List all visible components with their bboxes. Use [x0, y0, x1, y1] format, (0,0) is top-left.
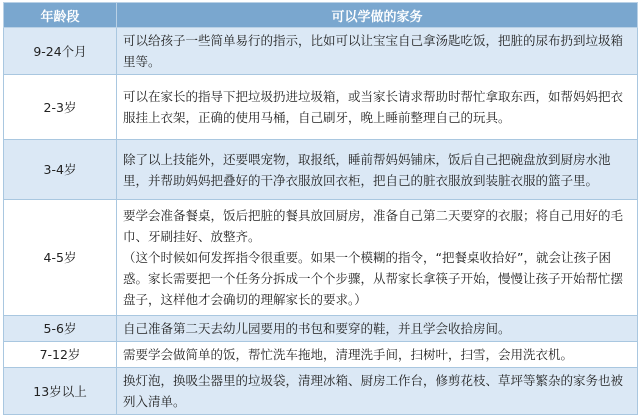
age-cell: 3-4岁 — [4, 140, 117, 200]
table-header — [4, 3, 638, 28]
chores-text: 要学会准备餐桌，饭后把脏的餐具放回厨房，准备自己第二天要穿的衣服；将自己用好的毛巾、牙刷挂好、放整齐。 — [123, 208, 624, 244]
chores-by-age-table — [3, 2, 638, 415]
chores-cell: 除了以上技能外，还要喂宠物，取报纸，睡前帮妈妈铺床，饭后自己把碗盘放到厨房水池里，并帮助妈妈把叠好的干净衣服放回衣柜，把自己的脏衣服放到装脏衣服的篮子里。 — [117, 140, 638, 200]
table-row — [4, 368, 638, 415]
table-row — [4, 200, 638, 316]
chores-cell: 自己准备第二天去幼儿园要用的书包和要穿的鞋，并且学会收拾房间。 — [117, 316, 638, 342]
table-row — [4, 75, 638, 140]
header-chores: 可以学做的家务 — [117, 3, 638, 28]
chores-note: （这个时候如何发挥指令很重要。如果一个模糊的指令，“把餐桌收拾好”，就会让孩子困惑。家长需要把一个任务分拆成一个个步骤，从帮家长拿筷子开始，慢慢让孩子开始帮忙摆盘子，这样他才会确切的理解家长的要求。） — [123, 250, 624, 307]
chores-cell — [117, 200, 638, 316]
header-row — [4, 3, 638, 28]
age-cell: 2-3岁 — [4, 75, 117, 140]
table-body — [4, 28, 638, 415]
chores-cell: 可以在家长的指导下把垃圾扔进垃圾箱，或当家长请求帮助时帮忙拿取东西，如帮妈妈把衣服挂上衣架，正确的使用马桶，自己刷牙，晚上睡前整理自己的玩具。 — [117, 75, 638, 140]
age-cell: 13岁以上 — [4, 368, 117, 415]
chores-cell: 换灯泡，换吸尘器里的垃圾袋，清理冰箱、厨房工作台，修剪花枝、草坪等繁杂的家务也被列入清单。 — [117, 368, 638, 415]
age-cell: 4-5岁 — [4, 200, 117, 316]
age-cell: 5-6岁 — [4, 316, 117, 342]
age-cell: 7-12岁 — [4, 342, 117, 368]
chores-cell: 需要学会做简单的饭，帮忙洗车拖地，清理洗手间，扫树叶，扫雪，会用洗衣机。 — [117, 342, 638, 368]
table-row — [4, 28, 638, 75]
age-cell: 9-24个月 — [4, 28, 117, 75]
table-row — [4, 140, 638, 200]
table-row — [4, 316, 638, 342]
header-age: 年龄段 — [4, 3, 117, 28]
chores-cell: 可以给孩子一些简单易行的指示，比如可以让宝宝自己拿汤匙吃饭，把脏的尿布扔到垃圾箱里等。 — [117, 28, 638, 75]
table-row — [4, 342, 638, 368]
